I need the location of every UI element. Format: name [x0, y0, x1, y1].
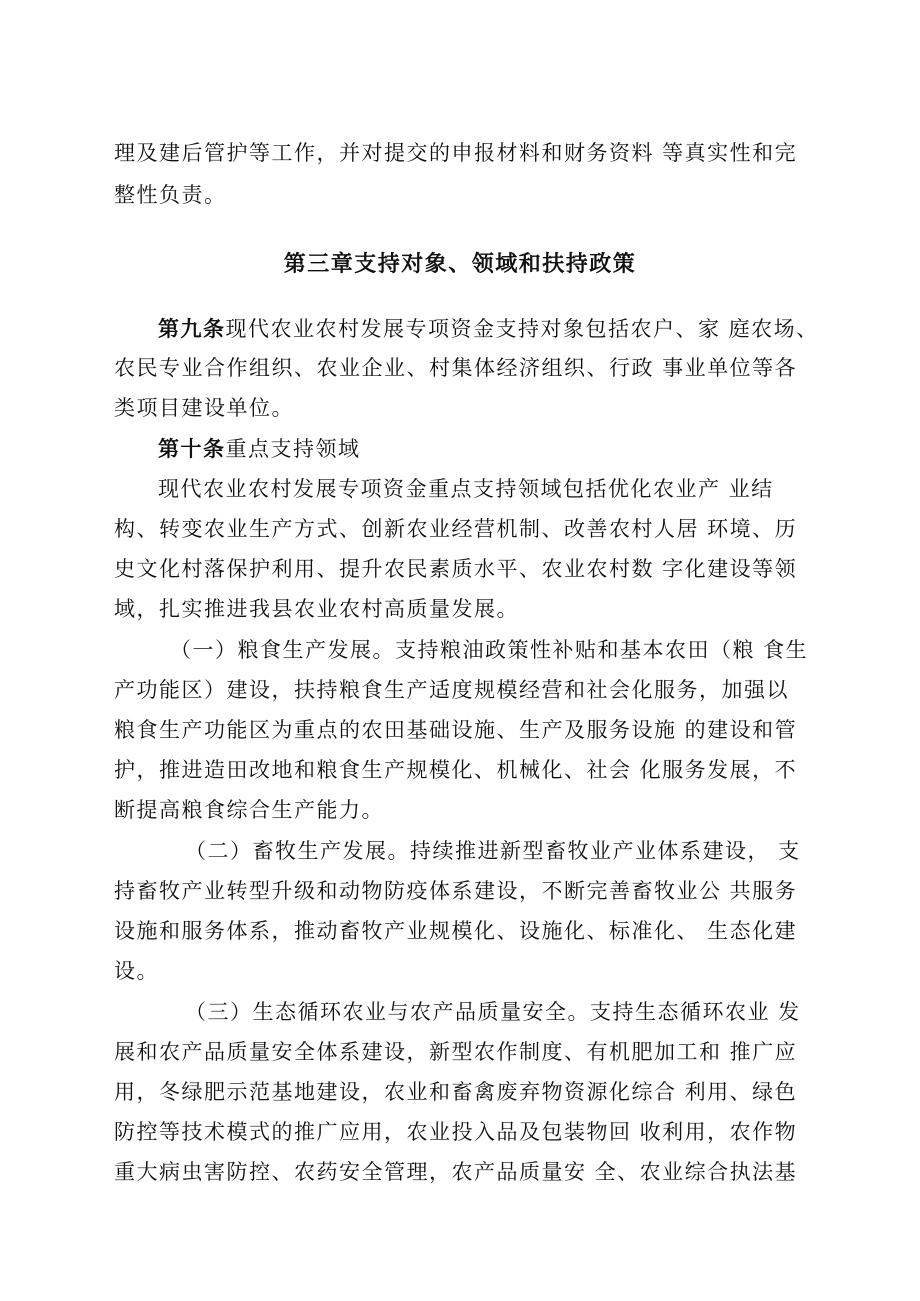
- section1-line-3: 粮食生产功能区为重点的农田基础设施、生产及服务设施 的建设和管: [114, 718, 798, 742]
- section1-line-2: 产功能区）建设，扶持粮食生产适度规模经营和社会化服务，加强以: [114, 678, 789, 702]
- section2-line-1: （二）畜牧生产发展。持续推进新型畜牧业产业体系建设， 支: [185, 839, 801, 863]
- article10-heading: 重点支持领域: [225, 437, 361, 461]
- article10-intro-line-2: 构、转变农业生产方式、创新农业经营机制、改善农村人居 环境、历: [114, 517, 798, 541]
- article10-label: 第十条: [158, 436, 226, 461]
- article9-line-1: [158, 316, 819, 341]
- section1-line-1: （一）粮食生产发展。支持粮油政策性补贴和基本农田（粮 食生: [170, 638, 809, 662]
- article9-line-2: 农民专业合作组织、农业企业、村集体经济组织、行政 事业单位等各: [114, 356, 798, 380]
- article10-intro-line-1: 现代农业农村发展专项资金重点支持领域包括优化农业产 业结: [158, 477, 774, 501]
- section3-line-3: 用，冬绿肥示范基地建设，农业和畜禽废弃物资源化综合 利用、绿色: [114, 1080, 798, 1104]
- section1-line-5: 断提高粮食综合生产能力。: [114, 798, 384, 822]
- section3-line-4: 防控等技术模式的推广应用，农业投入品及包装物回 收利用，农作物: [114, 1120, 798, 1144]
- section2-line-3: 设施和服务体系，推动畜牧产业规模化、设施化、标准化、 生态化建: [114, 919, 798, 943]
- section2-line-4: 设。: [114, 959, 159, 983]
- article9-line-3: 类项目建设单位。: [114, 396, 294, 420]
- section3-line-1: （三）生态循环农业与农产品质量安全。支持生态循环农业 发: [185, 1000, 801, 1024]
- article10-heading-line: [158, 438, 814, 460]
- continuation-line-2: 整性负责。: [114, 183, 227, 207]
- section3-line-2: 展和农产品质量安全体系建设，新型农作制度、有机肥加工和 推广应: [114, 1040, 798, 1064]
- article9-label: 第九条: [158, 316, 226, 341]
- continuation-line-1: 理及建后管护等工作，并对提交的申报材料和财务资料 等真实性和完: [114, 141, 798, 165]
- article10-intro-line-3: 史文化村落保护利用、提升农民素质水平、农业农村数 字化建设等领: [114, 557, 798, 581]
- chapter-title: 第三章支持对象、领域和扶持政策: [283, 251, 637, 277]
- article9-text-1: 现代农业农村发展专项资金支持对象包括农户、家 庭农场、: [225, 317, 819, 341]
- article10-intro-line-4: 域，扎实推进我县农业农村高质量发展。: [114, 597, 519, 621]
- section2-line-2: 持畜牧产业转型升级和动物防疫体系建设，不断完善畜牧业公 共服务: [114, 879, 798, 903]
- section3-line-5: 重大病虫害防控、农药安全管理，农产品质量安 全、农业综合执法基: [114, 1160, 798, 1184]
- section1-line-4: 护，推进造田改地和粮食生产规模化、机械化、社会 化服务发展，不: [114, 758, 798, 782]
